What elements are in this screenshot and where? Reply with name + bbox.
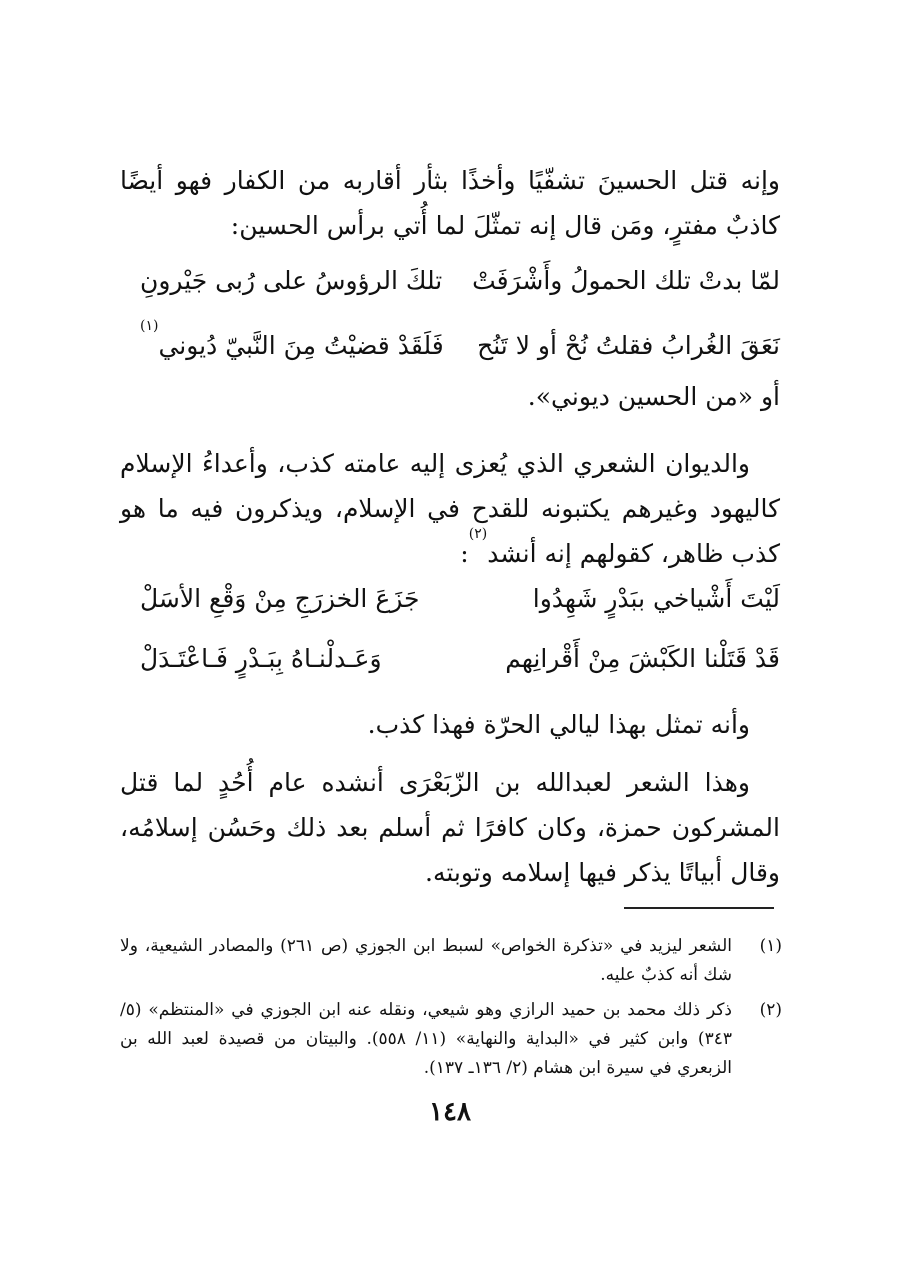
verse-1-first-hemistich: لمّا بدتْ تلك الحمولُ وأَشْرَفَتْ — [472, 266, 780, 295]
paragraph-2-text: والديوان الشعري الذي يُعزى إليه عامته كذب، وأعداءُ الإسلام كاليهود وغيرهم يكتبونه للقدح في الإسلام، ويذكرون فيه ما هو كذب ظاهر، كقولهم إنه أنشد — [120, 449, 780, 568]
verse-2-second-hemistich-wrap — [140, 318, 444, 368]
paragraph-2-end: وأنه تمثل بهذا ليالي الحرّة فهذا كذب. — [367, 710, 750, 739]
footnote-ref-1[interactable]: (١) — [140, 318, 159, 334]
footnote-2-number: (٢) — [759, 1000, 782, 1020]
verse-2-first-hemistich: نَعَقَ الغُرابُ فقلتُ نُحْ أو لا تَنُح — [477, 331, 780, 360]
footnote-separator — [624, 907, 774, 909]
page-number: ١٤٨ — [429, 1097, 471, 1127]
footnote-ref-2[interactable]: (٢) — [468, 526, 488, 542]
paragraph-1-end: أو «من الحسين ديوني». — [527, 382, 780, 411]
verse-2-second-hemistich: فَلَقَدْ قضيْتُ مِنَ النَّبيّ دُيوني — [158, 331, 444, 360]
verse-3-second-hemistich: جَزَعَ الخزرَجِ مِنْ وَقْعِ الأسَلْ — [140, 584, 420, 613]
verse-1-second-hemistich: تلكَ الرؤوسُ على رُبى جَيْرونِ — [140, 266, 443, 295]
paragraph-2 — [120, 441, 780, 576]
footnote-2 — [120, 996, 782, 1083]
paragraph-2-tail: : — [460, 539, 469, 568]
verse-line-4 — [140, 636, 780, 681]
paragraph-1: وإنه قتل الحسينَ تشفّيًا وأخذًا بثأر أقاربه من الكفار فهو أيضًا كاذبٌ مفترٍ، ومَن قال إنه تمثّلَ لما أُتي برأس الحسين: — [120, 166, 780, 240]
verse-line-2 — [140, 318, 780, 368]
verse-4-first-hemistich: قَدْ قَتَلْنا الكَبْشَ مِنْ أَقْرانِهم — [505, 644, 780, 673]
verse-line-3 — [140, 576, 780, 621]
footnote-1-number: (١) — [759, 936, 782, 956]
verse-4-second-hemistich: وَعَـدلْنـاهُ بِبَـدْرٍ فَـاعْتَـدَلْ — [140, 644, 382, 673]
verse-3-first-hemistich: لَيْتَ أَشْياخي ببَدْرٍ شَهِدُوا — [532, 584, 780, 613]
footnote-2-text: ذكر ذلك محمد بن حميد الرازي وهو شيعي، ونقله عنه ابن الجوزي في «المنتظم» (٥/ ٣٤٣) وابن كثير في «البداية والنهاية» (١١/ ٥٥٨). والبيتان من قصيدة لعبد الله بن الزبعري في سيرة ابن هشام (٢/ ١٣٦ـ ١٣٧). — [120, 1000, 732, 1078]
footnote-1 — [120, 932, 782, 990]
verse-line-1 — [140, 258, 780, 303]
paragraph-3: وهذا الشعر لعبدالله بن الزّبَعْرَى أنشده عام أُحُدٍ لما قتل المشركون حمزة، وكان كافرًا ثم أسلم بعد ذلك وحَسُن إسلامُه، وقال أبياتًا يذكر فيها إسلامه وتوبته. — [120, 768, 780, 887]
footnote-1-text: الشعر ليزيد في «تذكرة الخواص» لسبط ابن الجوزي (ص ٢٦١) والمصادر الشيعية، ولا شك أنه كذبٌ عليه. — [120, 936, 732, 985]
